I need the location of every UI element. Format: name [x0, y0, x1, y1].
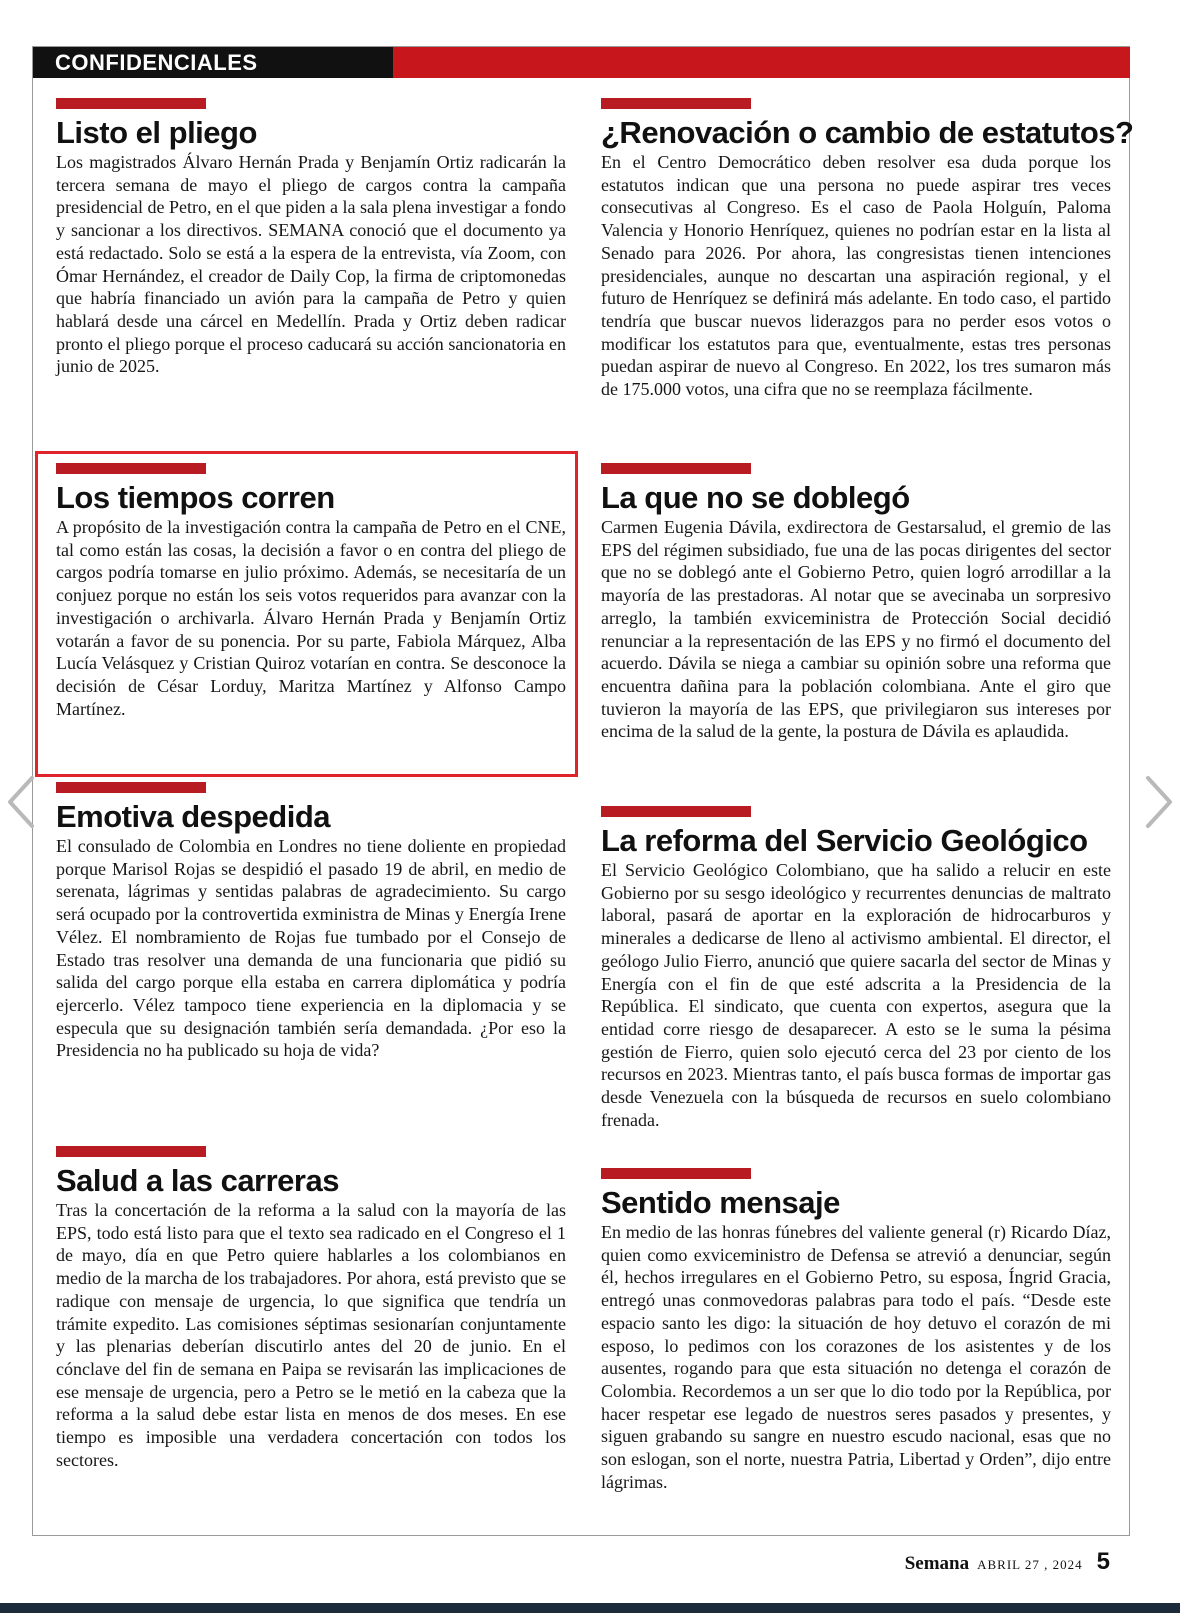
chevron-right-icon: [1138, 772, 1178, 832]
next-page-button[interactable]: [1138, 772, 1178, 832]
article-accent-bar: [56, 98, 206, 109]
article-accent-bar: [56, 1146, 206, 1157]
page-number: 5: [1096, 1548, 1110, 1575]
article-title: Salud a las carreras: [56, 1163, 339, 1198]
article-title: Emotiva despedida: [56, 799, 331, 834]
article-title: Listo el pliego: [56, 115, 257, 150]
article-accent-bar: [56, 782, 206, 793]
article-body: Carmen Eugenia Dávila, exdirectora de Gestarsalud, el gremio de las EPS del régimen subsidiado, fue una de las pocas dirigentes del sector que no se doblegó ante el Gobierno Petro, quien logró arrodillar a la mayoría de las prestadoras. Al notar que se avecinaba un sorpresivo arreglo, la también exviceministra de Protección Social decidió renunciar a la representación de las EPS y no firmó el documento del acuerdo. Dávila se niega a cambiar su opinión sobre una reforma que encuentra dañina para la población colombiana. Ante el giro que tuvieron la mayoría de las EPS, que privilegiaron sus intereses por encima de la salud de la gente, la postura de Dávila es aplaudida.: [601, 517, 1111, 742]
article-accent-bar: [601, 806, 751, 817]
article-body: Tras la concertación de la reforma a la salud con la mayoría de las EPS, todo está listo para que el texto sea radicado en el Congreso el 1 de mayo, día en que Petro quiere hablarles a los colombianos en medio de la marcha de los trabajadores. Por ahora, está previsto que se radique con mensaje de urgencia, lo que significa que tendría un trámite expedito. Las comisiones séptimas sesionarían conjuntamente y las plenarias deberían discutirlo antes del 20 de junio. En el cónclave del fin de semana en Paipa se revisarán las implicaciones de ese mensaje de urgencia, pero a Petro se le metió en la cabeza que la reforma a la salud debe estar lista en menos de dos meses. En ese tiempo es imposible una verdadera concertación con todos los sectores.: [56, 1200, 566, 1470]
article-accent-bar: [601, 1168, 751, 1179]
article-body: En el Centro Democrático deben resolver esa duda porque los estatutos indican que una persona no puede aspirar tres veces consecutivas al Congreso. Es el caso de Paola Holguín, Paloma Valencia y Honorio Henríquez, quienes no podrían estar en la lista al Senado para 2026. Por ahora, las congresistas tienen intenciones presidenciales, aunque no descartan una aspiración regional, y el futuro de Henríquez se definirá más adelante. En todo caso, el partido tendría que buscar nuevos liderazgos para no perder esos votos o modificar los estatutos para que, eventualmente, estas tres personas puedan aspirar de nuevo al Congreso. En 2022, los tres sumaron más de 175.000 votos, una cifra que no se reemplaza fácilmente.: [601, 152, 1111, 400]
article-reforma-servicio-geologico: [601, 806, 1111, 1131]
article-emotiva-despedida: [56, 782, 566, 1062]
bottom-strip: [0, 1603, 1180, 1613]
article-body: El consulado de Colombia en Londres no tiene doliente en propiedad porque Marisol Rojas se despidió el pasado 19 de abril, en medio de serenata, lágrimas y sentidas palabras de agradecimiento. Su cargo será ocupado por la controvertida exministra de Minas y Energía Irene Vélez. El nombramiento de Rojas fue tumbado por el Consejo de Estado tras resolver una demanda de una funcionaria que pidió su salida del cargo porque ella estaba en carrera diplomática y podría ejercerlo. Vélez tampoco tiene experiencia en la diplomacia y se especula que su designación también sería demandada. ¿Por eso la Presidencia no ha publicado su hoja de vida?: [56, 836, 566, 1061]
magazine-brand: Semana: [904, 1553, 970, 1574]
section-title: CONFIDENCIALES: [33, 47, 393, 78]
article-listo-el-pliego: [56, 98, 566, 378]
article-body: Los magistrados Álvaro Hernán Prada y Benjamín Ortiz radicarán la tercera semana de mayo el pliego de cargos contra la campaña presidencial de Petro, en el que piden a la sala plena investigar a fondo y sancionar a los directivos. SEMANA conoció que el documento ya está redactado. Solo se está a la espera de la entrevista, vía Zoom, con Ómar Hernández, el creador de Daily Cop, la firma de criptomonedas que habría financiado un avión para la campaña de Petro y quien hablará desde una cárcel en Medellín. Prada y Ortiz deben radicar pronto el pliego porque el proceso caducará su acción sancionatoria en junio de 2025.: [56, 152, 566, 377]
article-title: Sentido mensaje: [601, 1185, 840, 1220]
article-accent-bar: [601, 463, 751, 474]
section-header: [33, 47, 1130, 78]
article-title: Los tiempos corren: [56, 480, 335, 515]
article-sentido-mensaje: [601, 1168, 1111, 1493]
article-title: La reforma del Servicio Geológico: [601, 823, 1088, 858]
article-body: A propósito de la investigación contra la campaña de Petro en el CNE, tal como están las cosas, la decisión a favor o en contra del pliego de cargos podría tomarse en julio próximo. Además, se necesitaría de un conjuez porque no están los seis votos requeridos para avanzar con la investigación o archivarla. Álvaro Hernán Prada y Benjamín Ortiz votarán a favor de su ponencia. Por su parte, Fabiola Márquez, Alba Lucía Velásquez y Cristian Quiroz votarían en contra. Se desconoce la decisión de César Lorduy, Maritza Martínez y Alfonso Campo Martínez.: [56, 517, 566, 719]
header-red-bar: [393, 47, 1130, 78]
chevron-left-icon: [2, 772, 42, 832]
article-title: La que no se doblegó: [601, 480, 910, 515]
article-accent-bar: [601, 98, 751, 109]
previous-page-button[interactable]: [2, 772, 42, 832]
article-salud-a-las-carreras: [56, 1146, 566, 1471]
issue-date: ABRIL 27 , 2024: [977, 1557, 1083, 1572]
article-title: ¿Renovación o cambio de estatutos?: [601, 115, 1134, 150]
article-la-que-no-se-doblego: [601, 463, 1111, 743]
article-body: El Servicio Geológico Colombiano, que ha salido a relucir en este Gobierno por su sesgo ideológico y recurrentes denuncias de maltrato laboral, pasará de aportar en la exploración de hidrocarburos y minerales a dedicarse de lleno al activismo ambiental. El director, el geólogo Julio Fierro, anunció que quiere sacarla del sector de Minas y Energía con el fin de que esté adscrita a la Presidencia de la República. El sindicato, que cuenta con expertos, asegura que la entidad corre riesgo de desaparecer. A esto se le suma la pésima gestión de Fierro, quien solo ejecutó cerca del 23 por ciento de los recursos en 2023. Mientras tanto, el país busca formas de importar gas desde Venezuela con la búsqueda de recursos en suelo colombiano frenada.: [601, 860, 1111, 1130]
page-footer: [905, 1548, 1110, 1576]
article-renovacion-estatutos: [601, 98, 1134, 401]
selection-highlight: [35, 451, 578, 777]
article-body: En medio de las honras fúnebres del valiente general (r) Ricardo Díaz, quien como exviceministro de Defensa se atrevió a denunciar, según él, hechos irregulares en el Gobierno Petro, su esposa, Íngrid Gracia, entregó unas conmovedoras palabras para todo el país. “Desde este espacio santo les digo: la situación de hoy detuvo el corazón de mi esposo, lo pedimos con los corazones de los asistentes y de los ausentes, rogando para que esta situación no detenga el corazón de Colombia. Recordemos a un ser que lo dio todo por la República, por hacer respetar ese legado de nuestros seres pasados y presentes, y siguen grabando su sangre en nuestro escudo nacional, esas que no son eslogan, son el norte, nuestra Patria, Libertad y Orden”, dijo entre lágrimas.: [601, 1222, 1111, 1492]
